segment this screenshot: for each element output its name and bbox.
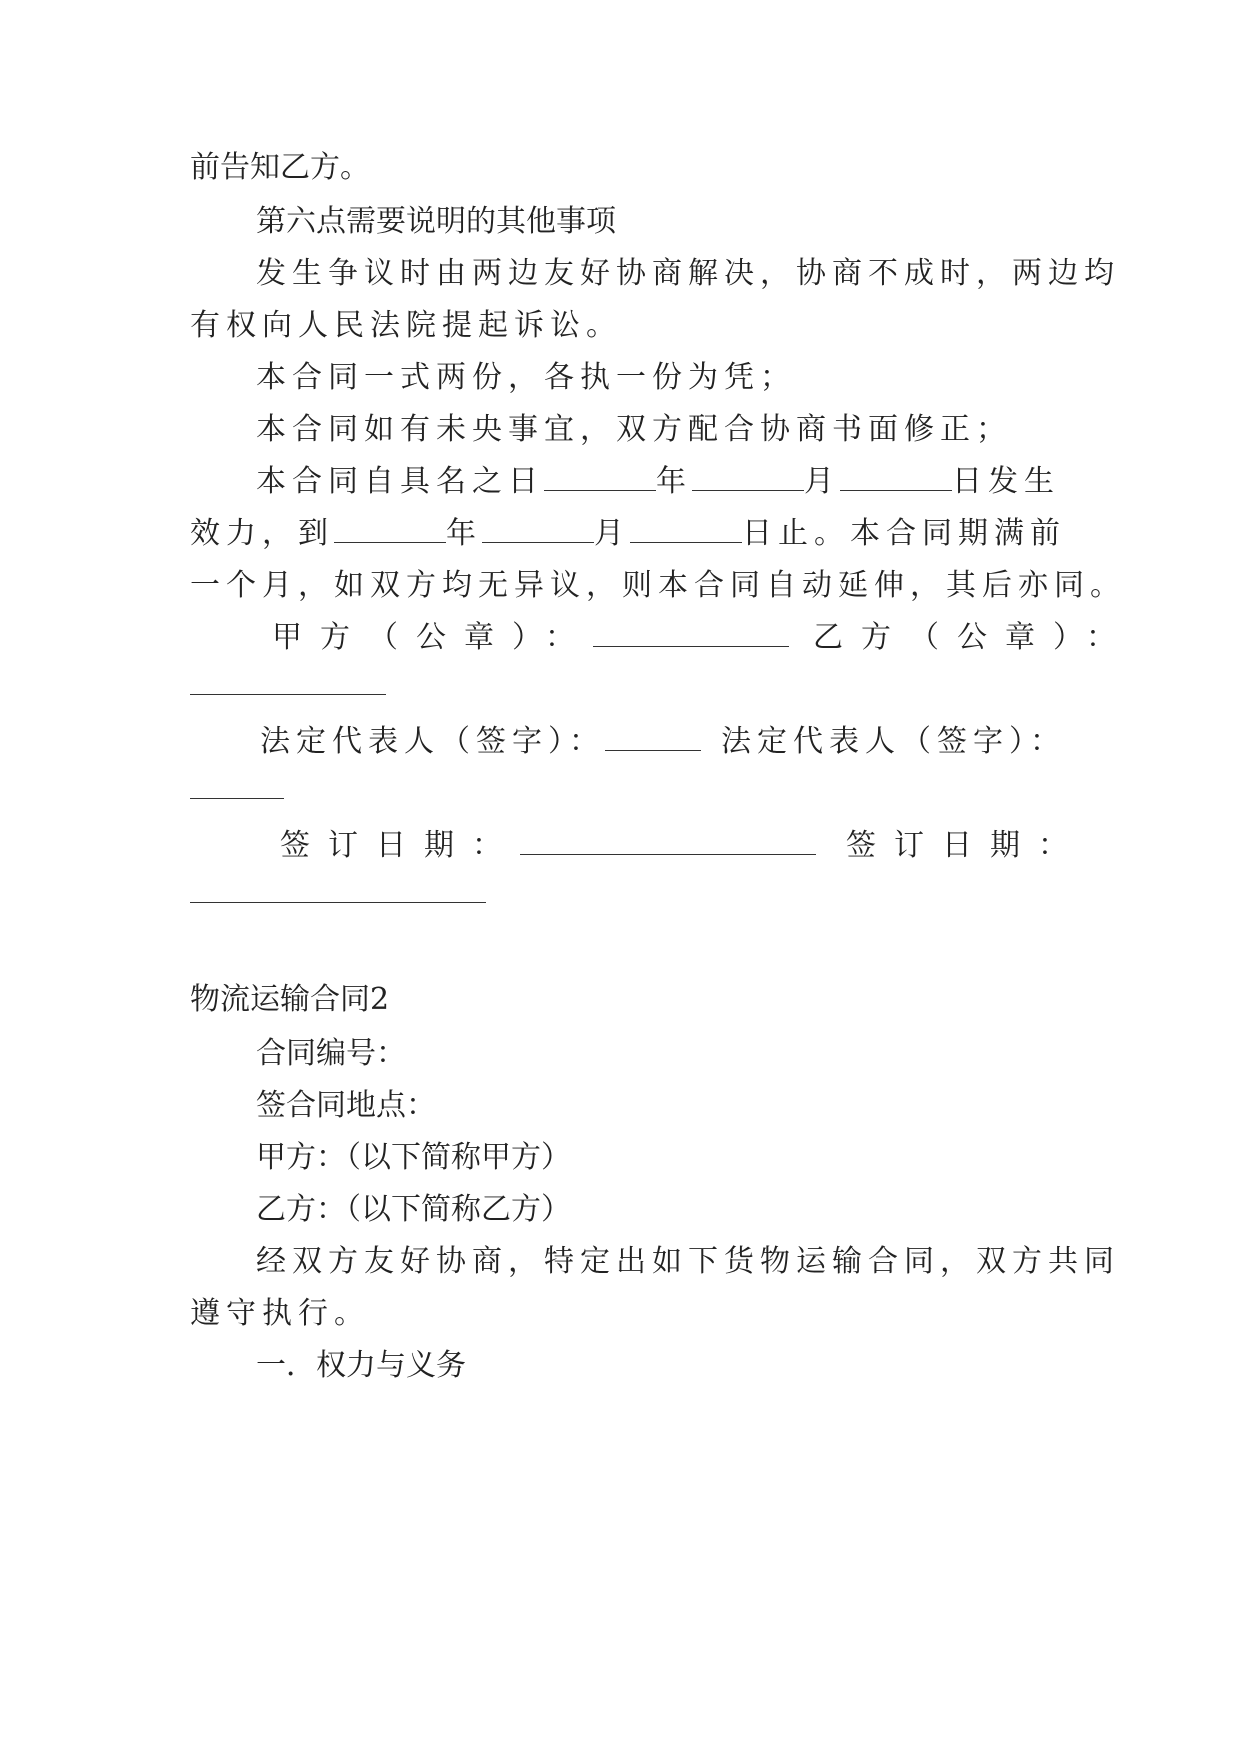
month-label: 月 xyxy=(804,464,840,499)
party-a-label: 甲方：（以下简称甲方） xyxy=(256,1140,571,1175)
sign-date-a-blank xyxy=(520,826,816,855)
month-blank xyxy=(482,514,594,543)
paragraph-line: 有权向人民法院提起诉讼。 xyxy=(190,308,622,343)
sign-place-label: 签合同地点： xyxy=(256,1088,436,1123)
party-a-seal-blank xyxy=(593,618,789,647)
sign-date-a-label: 签订日期： xyxy=(280,828,520,863)
party-b-seal-label: 乙方（公章）： xyxy=(813,620,1134,655)
expiry-date-line xyxy=(190,514,1066,554)
paragraph-line: 遵守执行。 xyxy=(190,1296,370,1331)
effective-date-text: 本合同自具名之日 xyxy=(256,464,544,499)
party-b-seal-blank xyxy=(190,694,386,695)
expiry-date-text: 效力，到 xyxy=(190,516,334,551)
effective-date-line xyxy=(256,462,1126,502)
year-blank xyxy=(334,514,446,543)
legal-rep-b-label: 法定代表人（签字）： xyxy=(721,724,1066,759)
month-label: 月 xyxy=(594,516,630,551)
section-heading: 第六点需要说明的其他事项 xyxy=(256,204,616,239)
month-blank xyxy=(692,462,804,491)
seal-line xyxy=(272,618,1134,658)
paragraph-line: 一个月，如双方均无异议，则本合同自动延伸，其后亦同。 xyxy=(190,568,1126,603)
effective-date-tail: 日发生 xyxy=(952,464,1060,499)
sign-date-b-blank xyxy=(190,902,486,903)
legal-rep-a-blank xyxy=(605,722,701,751)
day-blank xyxy=(840,462,952,491)
year-label: 年 xyxy=(656,464,692,499)
day-blank xyxy=(630,514,742,543)
party-a-seal-label: 甲方（公章）： xyxy=(272,620,593,655)
sign-date-line xyxy=(280,826,1086,866)
expiry-date-tail: 日止。本合同期满前 xyxy=(742,516,1066,551)
paragraph-line: 本合同如有未央事宜，双方配合协商书面修正； xyxy=(256,412,1012,447)
paragraph-line: 前告知乙方。 xyxy=(190,150,370,185)
legal-rep-line xyxy=(260,722,1066,762)
legal-rep-a-label: 法定代表人（签字）： xyxy=(260,724,605,759)
paragraph-line: 经双方友好协商，特定出如下货物运输合同，双方共同 xyxy=(256,1244,1120,1279)
section-heading: 一．权力与义务 xyxy=(256,1348,466,1383)
year-label: 年 xyxy=(446,516,482,551)
party-b-label: 乙方：（以下简称乙方） xyxy=(256,1192,571,1227)
paragraph-line: 发生争议时由两边友好协商解决，协商不成时，两边均 xyxy=(256,256,1120,291)
legal-rep-b-blank xyxy=(190,798,284,799)
contract-number-label: 合同编号： xyxy=(256,1036,406,1071)
paragraph-line: 本合同一式两份，各执一份为凭； xyxy=(256,360,796,395)
contract-title: 物流运输合同2 xyxy=(190,982,390,1017)
sign-date-b-label: 签订日期： xyxy=(846,828,1086,863)
year-blank xyxy=(544,462,656,491)
